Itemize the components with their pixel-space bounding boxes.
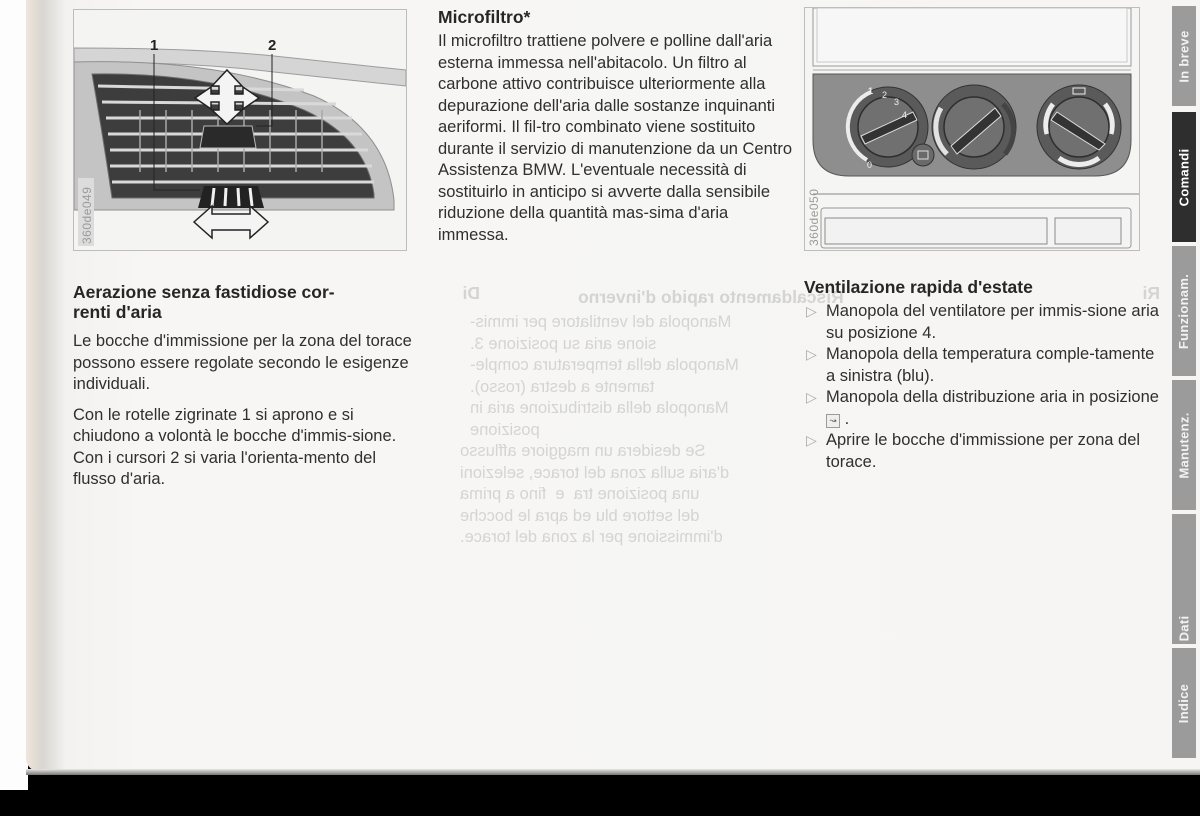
svg-text:2: 2	[882, 90, 888, 100]
section-aeration	[73, 282, 418, 491]
tab-comandi[interactable]: Comandi	[1172, 112, 1196, 242]
figure-code: 360de049	[80, 186, 94, 244]
ghost-line: posizione	[470, 420, 540, 439]
tab-indice[interactable]: Indice	[1172, 648, 1196, 758]
callout-1: 1	[150, 37, 159, 54]
triangle-bullet-icon: ▷	[806, 303, 817, 319]
ghost-line: una posizione tra e fino a prima	[460, 485, 700, 503]
climate-panel-figure	[804, 7, 1140, 251]
air-vent-illustration	[74, 10, 406, 250]
ghost-line: Manopola della distribuzione aria in	[470, 399, 729, 417]
triangle-bullet-icon: ▷	[806, 346, 817, 362]
climate-panel-illustration	[805, 8, 1139, 250]
ghost-line: Manopola della temperatura comple-	[470, 356, 739, 374]
tab-in-breve[interactable]: In breve	[1172, 6, 1196, 106]
page-left-margin	[0, 0, 28, 790]
tab-manutenz[interactable]: Manutenz.	[1172, 380, 1196, 510]
section-summer-ventilation	[804, 277, 1160, 473]
air-distribution-position-icon: ↝	[826, 414, 840, 428]
svg-text:4: 4	[902, 110, 908, 120]
ghost-line: Se desidera un maggiore afflusso	[460, 442, 706, 460]
triangle-bullet-icon: ▷	[806, 432, 817, 448]
callout-2: 2	[268, 37, 277, 54]
list-item: ▷ Manopola del ventilatore per immis-sione aria su posizione 4.	[806, 302, 1159, 342]
ghost-line: d'aria sulla zona del torace, selezioni	[460, 463, 730, 482]
ghost-line: tamente a destra (rosso).	[470, 377, 655, 396]
steps-list	[804, 301, 1160, 473]
list-item: ▷ Aprire le bocche d'immissione per zona del torace.	[806, 431, 1141, 471]
paragraph: Il microfiltro trattiene polvere e polline dall'aria esterna immessa nell'abitacolo. Un filtro al carbone attivo contribuisce ulteriormente alla depurazione dell'aria dalle sostanze inquinanti aeriformi. Il fil-tro combinato viene sostituito durante il servizio di manutenzione da un Centro Assistenza BMW. L'eventuale necessità di sostituirlo in anticipo si avverte dalla sensibile riduzione della quantità mas-sima d'aria immessa.	[438, 32, 793, 244]
section-microfilter	[438, 7, 794, 246]
ghost-heading-mid: Riscaldamento rapido d'inverno	[578, 287, 844, 307]
air-vent-figure	[73, 9, 407, 251]
figure-code: 360de050	[807, 188, 821, 246]
section-title: Ventilazione rapida d'estate	[804, 277, 1033, 297]
tab-funzionam[interactable]: Funzionam.	[1172, 246, 1196, 376]
list-item: ▷ Manopola della temperatura comple-tamente a sinistra (blu).	[806, 345, 1155, 385]
paragraph: Con le rotelle zigrinate 1 si aprono e si chiudono a volontà le bocche d'immis-sione. Con i cursori 2 si varia l'orienta-mento del flusso d'aria.	[73, 405, 397, 488]
tab-dati[interactable]: Dati	[1172, 514, 1196, 644]
ghost-line: sione aria su posizione 3.	[470, 334, 657, 353]
section-title: Microfiltro*	[438, 7, 531, 27]
ghost-heading-left: Di	[462, 283, 480, 303]
air-distribution-knob	[1037, 85, 1121, 169]
svg-text:1: 1	[868, 86, 874, 96]
ghost-line: Manopola del ventilatore per immis-	[470, 313, 732, 331]
svg-text:3: 3	[894, 97, 900, 107]
ghost-heading-right: Ri	[1142, 283, 1160, 303]
temperature-knob	[932, 85, 1016, 169]
svg-text:0: 0	[867, 160, 873, 170]
section-title: Aerazione senza fastidiose cor- renti d'aria	[73, 282, 335, 322]
ghost-line: d'immissione per la zona del torace.	[460, 528, 723, 546]
triangle-bullet-icon: ▷	[806, 389, 817, 405]
paragraph: Le bocche d'immissione per la zona del torace possono essere regolate secondo le esigenze individuali.	[73, 332, 412, 393]
ghost-line: del settore blu ed apra le bocche	[460, 506, 700, 525]
list-item: ▷ Manopola della distribuzione aria in posizione ↝ .	[806, 388, 1159, 428]
